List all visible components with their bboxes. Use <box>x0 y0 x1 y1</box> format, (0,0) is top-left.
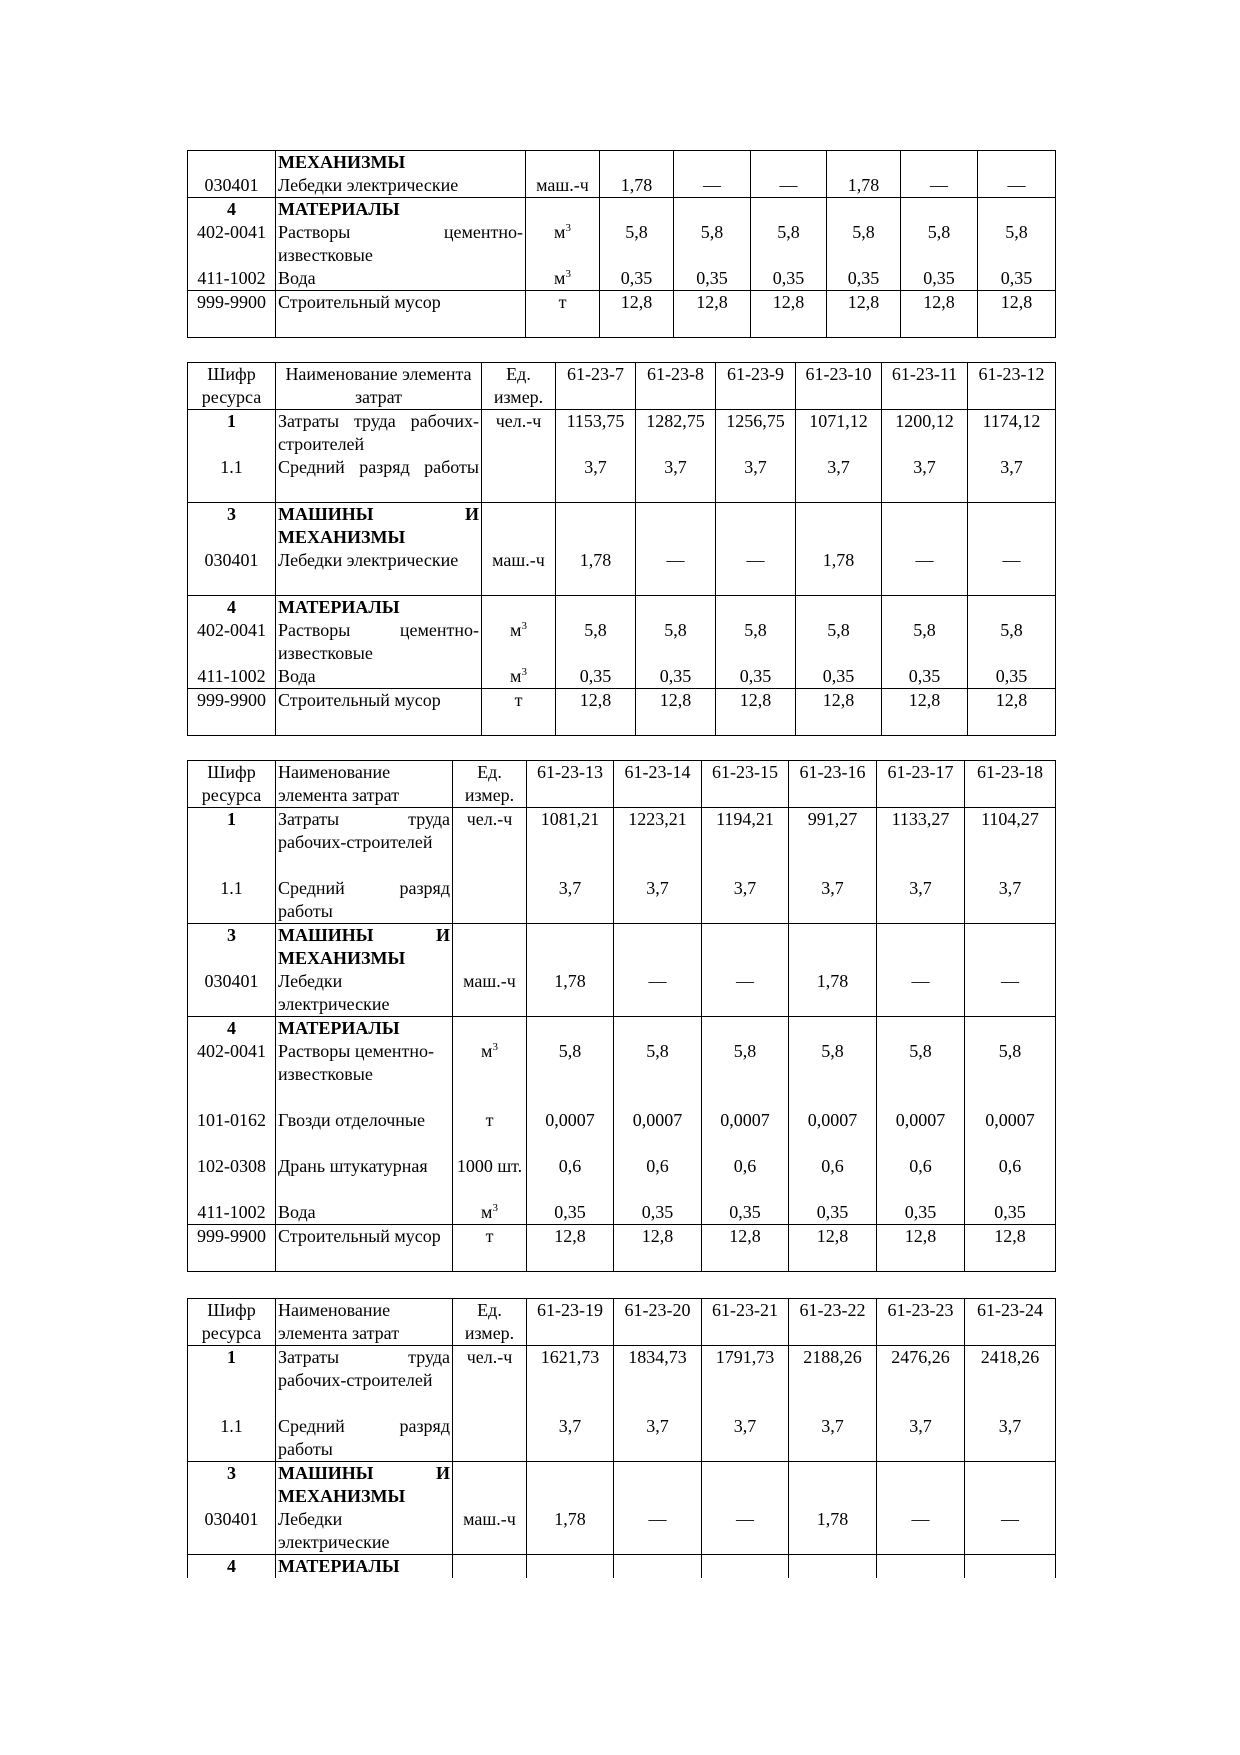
value-cell: — <box>716 503 796 596</box>
value-cell: — <box>968 503 1056 596</box>
value-cell: 1256,75 3,7 <box>716 410 796 503</box>
resource-code-cell: 030401 <box>188 151 276 198</box>
value-cell <box>614 1555 702 1579</box>
value-cell: 12,8 <box>882 689 968 736</box>
value-cell: 5,8 0,35 <box>600 198 674 291</box>
resource-name-cell: Строительный мусор <box>276 689 482 736</box>
column-header: 61-23-24 <box>965 1299 1056 1346</box>
value-cell: 2476,26 3,7 <box>877 1346 965 1462</box>
value-cell: 12,8 <box>716 689 796 736</box>
table-header-row <box>188 1299 1056 1346</box>
value-cell: 5,8 0,35 <box>827 198 901 291</box>
value-cell: 5,8 0,35 <box>796 596 882 689</box>
column-header: Шифр ресурса <box>188 761 276 808</box>
column-header: 61-23-23 <box>877 1299 965 1346</box>
resource-code-cell: 999-9900 <box>188 689 276 736</box>
resource-name-cell: МАТЕРИАЛЫ Растворы цементно-известковые Вода <box>276 596 482 689</box>
resource-code-cell: 1 1.1 <box>188 1346 276 1462</box>
column-header: Ед. измер. <box>482 363 556 410</box>
value-cell <box>702 1555 789 1579</box>
value-cell: 1,78 <box>600 151 674 198</box>
value-cell: 5,8 0,0007 0,6 0,35 <box>789 1017 877 1225</box>
resource-code-cell: 4 402-0041 411-1002 <box>188 596 276 689</box>
resource-code-cell: 3 030401 <box>188 1462 276 1555</box>
value-cell: 1,78 <box>789 1462 877 1555</box>
value-cell: 5,8 0,0007 0,6 0,35 <box>702 1017 789 1225</box>
table-row <box>188 1555 1056 1579</box>
section-title: МАШИНЫ И МЕХАНИЗМЫ <box>278 1463 450 1506</box>
column-header: 61-23-11 <box>882 363 968 410</box>
value-cell: — <box>901 151 978 198</box>
section-title: МАШИНЫ И МЕХАНИЗМЫ <box>278 504 479 547</box>
unit-cell: маш.-ч <box>526 151 600 198</box>
table-row <box>188 1017 1056 1225</box>
value-cell: 5,8 0,35 <box>901 198 978 291</box>
value-cell: 1,78 <box>556 503 636 596</box>
column-header: 61-23-8 <box>636 363 716 410</box>
resource-table-1 <box>187 150 1056 338</box>
value-cell: 5,8 0,35 <box>978 198 1056 291</box>
value-cell: 1,78 <box>796 503 882 596</box>
resource-code-cell: 999-9900 <box>188 291 276 338</box>
table-row <box>188 596 1056 689</box>
value-cell: 12,8 <box>751 291 827 338</box>
unit-cell: чел.-ч <box>482 410 556 503</box>
value-cell: 1153,75 3,7 <box>556 410 636 503</box>
resource-code-cell: 999-9900 <box>188 1225 276 1272</box>
value-cell: 1,78 <box>827 151 901 198</box>
column-header: 61-23-21 <box>702 1299 789 1346</box>
resource-name-cell <box>276 1555 453 1579</box>
column-header: 61-23-13 <box>527 761 614 808</box>
section-title: МАТЕРИАЛЫ <box>278 597 400 617</box>
value-cell <box>965 1555 1056 1579</box>
value-cell: 5,8 0,0007 0,6 0,35 <box>877 1017 965 1225</box>
column-header: 61-23-9 <box>716 363 796 410</box>
value-cell: 1223,21 3,7 <box>614 808 702 924</box>
unit-cell: т <box>526 291 600 338</box>
value-cell: — <box>702 924 789 1017</box>
column-header: 61-23-15 <box>702 761 789 808</box>
value-cell: — <box>882 503 968 596</box>
column-header: 61-23-14 <box>614 761 702 808</box>
value-cell: 1282,75 3,7 <box>636 410 716 503</box>
value-cell <box>789 1555 877 1579</box>
table-row <box>188 1462 1056 1555</box>
value-cell: 1071,12 3,7 <box>796 410 882 503</box>
table-row <box>188 1346 1056 1462</box>
column-header: 61-23-12 <box>968 363 1056 410</box>
value-cell: — <box>636 503 716 596</box>
resource-code-cell: 4 <box>188 1555 276 1579</box>
value-cell: 12,8 <box>901 291 978 338</box>
resource-table-4 <box>187 1298 1056 1578</box>
resource-name-cell: Строительный мусор <box>276 1225 453 1272</box>
resource-name-cell: МЕХАНИЗМЫ Лебедки электрические <box>276 151 526 198</box>
column-header: Наименование элемента затрат <box>276 1299 453 1346</box>
value-cell: 1174,12 3,7 <box>968 410 1056 503</box>
resource-name-cell: МАТЕРИАЛЫ Растворы цементно-известковые Гвозди отделочные Дрань штукатурная Вода <box>276 1017 453 1225</box>
section-title: МАТЕРИАЛЫ <box>278 1018 400 1038</box>
resource-name-cell: МАШИНЫ И МЕХАНИЗМЫ Лебедки электрические <box>276 924 453 1017</box>
section-title: МЕХАНИЗМЫ <box>278 152 406 172</box>
value-cell: 12,8 <box>636 689 716 736</box>
value-cell: 2188,26 3,7 <box>789 1346 877 1462</box>
value-cell: 12,8 <box>789 1225 877 1272</box>
value-cell: 12,8 <box>827 291 901 338</box>
resource-name-cell: Строительный мусор <box>276 291 526 338</box>
column-header: Шифр ресурса <box>188 1299 276 1346</box>
value-cell: — <box>965 1462 1056 1555</box>
section-title: МАТЕРИАЛЫ <box>278 199 400 219</box>
value-cell: — <box>702 1462 789 1555</box>
value-cell: 1081,21 3,7 <box>527 808 614 924</box>
value-cell: 1,78 <box>789 924 877 1017</box>
resource-code-cell: 4 402-0041 101-0162 102-0308 411-1002 <box>188 1017 276 1225</box>
column-header: Ед. измер. <box>453 1299 527 1346</box>
column-header: 61-23-19 <box>527 1299 614 1346</box>
value-cell: — <box>965 924 1056 1017</box>
value-cell: 1621,73 3,7 <box>527 1346 614 1462</box>
value-cell: — <box>614 924 702 1017</box>
column-header: 61-23-10 <box>796 363 882 410</box>
value-cell: 1133,27 3,7 <box>877 808 965 924</box>
value-cell: 2418,26 3,7 <box>965 1346 1056 1462</box>
column-header: Наименование элемента затрат <box>276 761 453 808</box>
value-cell: 12,8 <box>965 1225 1056 1272</box>
table-row <box>188 1225 1056 1272</box>
value-cell: 1,78 <box>527 924 614 1017</box>
value-cell: 12,8 <box>877 1225 965 1272</box>
value-cell: 12,8 <box>527 1225 614 1272</box>
resource-code-cell: 1 1.1 <box>188 410 276 503</box>
table-header-row <box>188 363 1056 410</box>
value-cell <box>527 1555 614 1579</box>
resource-table-2 <box>187 362 1056 736</box>
value-cell: 12,8 <box>968 689 1056 736</box>
value-cell: 5,8 0,35 <box>556 596 636 689</box>
resource-name-cell: Затраты труда рабочих-строителей Средний разряд работы <box>276 1346 453 1462</box>
table-row <box>188 689 1056 736</box>
value-cell: 12,8 <box>674 291 751 338</box>
value-cell: 12,8 <box>978 291 1056 338</box>
resource-name-cell: Затраты труда рабочих-строителей Средний разряд работы <box>276 410 482 503</box>
value-cell: 5,8 0,35 <box>882 596 968 689</box>
value-cell: — <box>877 924 965 1017</box>
table-row <box>188 410 1056 503</box>
unit-cell: чел.-ч <box>453 808 527 924</box>
resource-code-cell: 1 1.1 <box>188 808 276 924</box>
value-cell: — <box>978 151 1056 198</box>
value-cell: 1,78 <box>527 1462 614 1555</box>
value-cell: 5,8 0,35 <box>716 596 796 689</box>
section-title: МАТЕРИАЛЫ <box>278 1556 400 1576</box>
value-cell: 12,8 <box>702 1225 789 1272</box>
value-cell: 5,8 0,0007 0,6 0,35 <box>614 1017 702 1225</box>
column-header: Ед. измер. <box>453 761 527 808</box>
column-header: 61-23-7 <box>556 363 636 410</box>
table-row <box>188 291 1056 338</box>
value-cell: 1194,21 3,7 <box>702 808 789 924</box>
resource-name-cell: МАШИНЫ И МЕХАНИЗМЫ Лебедки электрические <box>276 503 482 596</box>
value-cell: 1834,73 3,7 <box>614 1346 702 1462</box>
unit-cell: маш.-ч <box>453 1462 527 1555</box>
column-header: 61-23-17 <box>877 761 965 808</box>
value-cell: 5,8 0,35 <box>968 596 1056 689</box>
resource-table-3 <box>187 760 1056 1272</box>
value-cell: 5,8 0,35 <box>751 198 827 291</box>
table-header-row <box>188 761 1056 808</box>
value-cell: 5,8 0,0007 0,6 0,35 <box>965 1017 1056 1225</box>
section-title: МАШИНЫ И МЕХАНИЗМЫ <box>278 925 450 968</box>
value-cell: 1791,73 3,7 <box>702 1346 789 1462</box>
value-cell: 991,27 3,7 <box>789 808 877 924</box>
unit-cell: маш.-ч <box>453 924 527 1017</box>
unit-cell: чел.-ч <box>453 1346 527 1462</box>
value-cell: 5,8 0,35 <box>636 596 716 689</box>
column-header: 61-23-16 <box>789 761 877 808</box>
value-cell: 12,8 <box>796 689 882 736</box>
unit-cell: $м^3$ $м^3$ <box>526 198 600 291</box>
unit-cell: маш.-ч <box>482 503 556 596</box>
resource-code-cell: 3 030401 <box>188 503 276 596</box>
table-row <box>188 151 1056 198</box>
resource-name-cell: МАТЕРИАЛЫ Растворы цементно-известковые Вода <box>276 198 526 291</box>
unit-cell <box>453 1555 527 1579</box>
table-row <box>188 808 1056 924</box>
value-cell <box>877 1555 965 1579</box>
resource-name-cell: Затраты труда рабочих-строителей Средний разряд работы <box>276 808 453 924</box>
value-cell: 1104,27 3,7 <box>965 808 1056 924</box>
table-row <box>188 198 1056 291</box>
value-cell: — <box>674 151 751 198</box>
resource-code-cell: 4 402-0041 411-1002 <box>188 198 276 291</box>
column-header: 61-23-18 <box>965 761 1056 808</box>
column-header: 61-23-20 <box>614 1299 702 1346</box>
value-cell: — <box>751 151 827 198</box>
unit-cell: т <box>482 689 556 736</box>
table-row <box>188 503 1056 596</box>
resource-code-cell: 3 030401 <box>188 924 276 1017</box>
unit-cell: $м^3$ $м^3$ <box>482 596 556 689</box>
value-cell: 12,8 <box>556 689 636 736</box>
value-cell: — <box>614 1462 702 1555</box>
table-row <box>188 924 1056 1017</box>
value-cell: 1200,12 3,7 <box>882 410 968 503</box>
value-cell: 12,8 <box>600 291 674 338</box>
value-cell: — <box>877 1462 965 1555</box>
unit-cell: $м^3$ т 1000 шт. $м^3$ <box>453 1017 527 1225</box>
value-cell: 5,8 0,0007 0,6 0,35 <box>527 1017 614 1225</box>
value-cell: 12,8 <box>614 1225 702 1272</box>
column-header: Шифр ресурса <box>188 363 276 410</box>
value-cell: 5,8 0,35 <box>674 198 751 291</box>
column-header: 61-23-22 <box>789 1299 877 1346</box>
column-header: Наименование элемента затрат <box>276 363 482 410</box>
unit-cell: т <box>453 1225 527 1272</box>
resource-name-cell: МАШИНЫ И МЕХАНИЗМЫ Лебедки электрические <box>276 1462 453 1555</box>
